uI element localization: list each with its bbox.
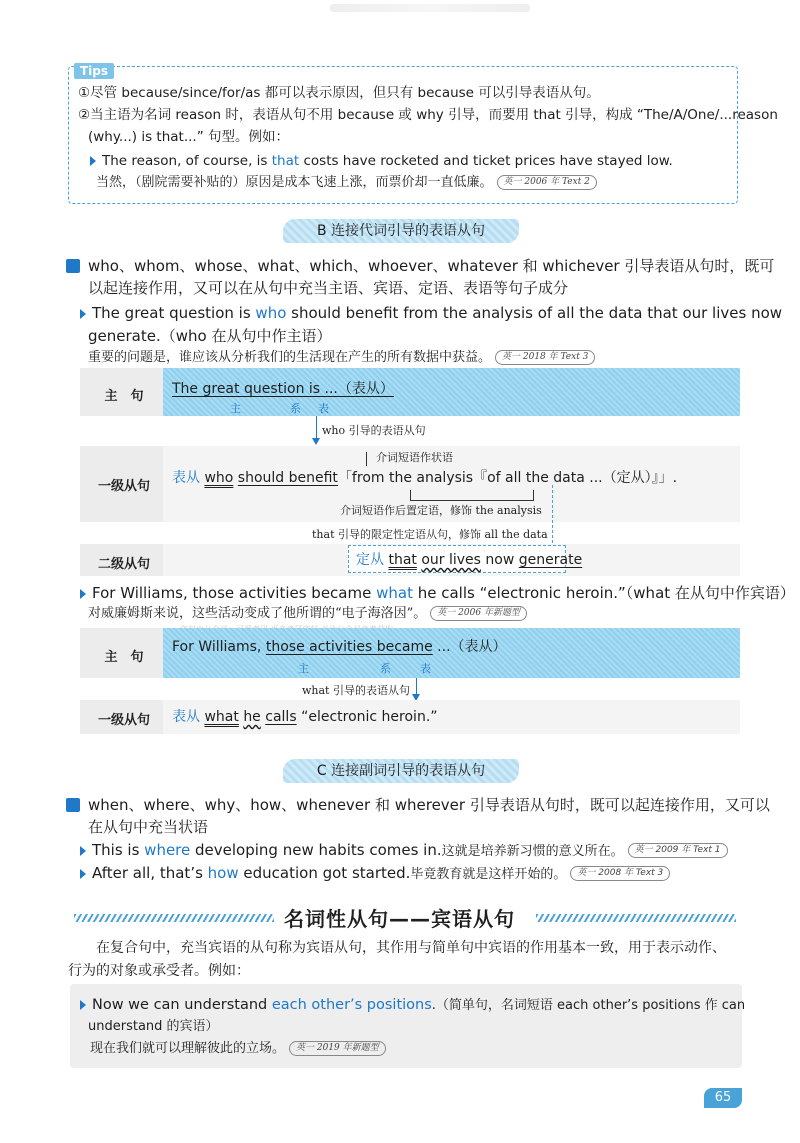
title-stripe-right <box>536 914 736 922</box>
diagram2-main-text: For Williams, those activities became ...（表从） <box>172 639 507 655</box>
diagram1-note-bot: that 引导的限定性定语从句，修饰 all the data <box>312 528 548 541</box>
example-b2-cn: 对威廉姆斯来说，这些活动变成了他所谓的“电子海洛因”。 英一 2006 年新题型 <box>88 605 527 623</box>
diagram2-arrow-note: what 引导的表语从句 <box>302 684 410 697</box>
source-tag: 英一 2009 年 Text 1 <box>628 843 728 858</box>
bullet-triangle-icon <box>80 309 86 319</box>
dashed-connector <box>552 485 553 543</box>
tips-line-3: (why...) is that...” 句型。例如： <box>88 129 290 145</box>
object-example: Now we can understand each other’s positions.（简单句，名词短语 each other’s positions 作 can <box>80 994 745 1017</box>
object-example-cont: understand 的宾语） <box>88 1019 219 1034</box>
tips-example: The reason, of course, is that costs have rocketed and ticket prices have stayed low. <box>90 152 673 170</box>
diagram1-l1-label: 一级从句 <box>97 479 150 494</box>
object-intro-line2: 行为的对象或承受者。例如： <box>68 963 250 979</box>
object-clause-title: 名词性从句——宾语从句 <box>284 907 515 931</box>
example-b2: For Williams, those activities became what he calls “electronic heroin.”（what 在从句中作宾语） <box>80 582 795 604</box>
diagram1-main-text: The great question is ...（表从） <box>172 381 394 397</box>
example-b1: The great question is who should benefit from the analysis of all the data that our lives now <box>80 302 782 324</box>
tips-line-2: ②当主语为名词 reason 时，表语从句不用 because 或 why 引导，而要用 that 引导，构成 “The/A/One/...reason <box>78 107 778 123</box>
diagram1-arrow-note: who 引导的表语从句 <box>322 424 426 437</box>
bullet-triangle-icon <box>90 156 96 166</box>
tag-linking: 系 <box>380 662 391 675</box>
object-intro-line1: 在复合句中，充当宾语的从句称为宾语从句，其作用与简单句中宾语的作用基本一致，用于表示动作、 <box>96 940 726 956</box>
source-tag: 英一 2006 年 Text 2 <box>497 175 597 190</box>
section-c-rule-line1: when、where、why、how、whenever 和 wherever 引导表语从句时，既可以起连接作用，又可以 <box>88 796 770 814</box>
diagram2-main-label: 主 句 <box>104 650 144 665</box>
source-tag: 英一 2006 年新题型 <box>430 606 527 621</box>
example-b1-cont: generate.（who 在从句中作主语） <box>88 327 332 345</box>
diagram1-note-top: 介词短语作状语 <box>376 451 453 464</box>
rule-square-icon <box>66 259 80 273</box>
section-b-rule-line2: 以起连接作用，又可以在从句中充当主语、宾语、定语、表语等句子成分 <box>88 279 569 297</box>
diagram2-l1-label: 一级从句 <box>97 713 150 728</box>
object-example-cn: 现在我们就可以理解彼此的立场。 英一 2019 年新题型 <box>90 1040 386 1058</box>
header-ghost <box>330 4 530 12</box>
diagram1-l2-text: 定从 that our lives now generate <box>356 552 583 568</box>
tag-subject: 主 <box>230 402 241 415</box>
example-c1: This is where developing new habits comes in.这就是培养新习惯的意义所在。 英一 2009 年 Text 1 <box>80 839 728 863</box>
note-connector <box>366 452 367 466</box>
example-b1-cn: 重要的问题是，谁应该从分析我们的生活现在产生的所有数据中获益。 英一 2018 年 Text 3 <box>88 349 595 367</box>
title-stripe-left <box>74 914 274 922</box>
bullet-triangle-icon <box>80 1000 86 1010</box>
diagram1-main-label: 主 句 <box>104 389 144 404</box>
diagram2-l1-text: 表从 what he calls “electronic heroin.” <box>172 709 438 725</box>
tag-predicative: 表 <box>420 662 431 675</box>
tag-predicative: 表 <box>318 402 329 415</box>
diagram1-l1-text: 表从 who should benefit「from the analysis『of all the data ...（定从）』」. <box>172 470 678 486</box>
section-c-rule-line2: 在从句中充当状语 <box>88 818 209 836</box>
tag-subject: 主 <box>298 662 309 675</box>
rule-square-icon <box>66 798 80 812</box>
tips-example-cn: 当然，（剧院需要补贴的）原因是成本飞速上涨，而票价却一直低廉。 英一 2006 年 Text 2 <box>96 174 597 192</box>
section-c-banner: C 连接副词引导的表语从句 <box>283 759 519 783</box>
bullet-triangle-icon <box>80 846 86 856</box>
source-tag: 英一 2008 年 Text 3 <box>570 866 670 881</box>
section-b-banner: B 连接代词引导的表语从句 <box>283 219 519 243</box>
page-number: 65 <box>704 1088 742 1108</box>
bullet-triangle-icon <box>80 869 86 879</box>
arrow-line <box>316 416 317 440</box>
bullet-triangle-icon <box>80 589 86 599</box>
source-tag: 英一 2018 年 Text 3 <box>495 350 595 365</box>
arrow-down-icon <box>312 438 320 445</box>
example-c2: After all, that’s how education got started.毕竟教育就是这样开始的。 英一 2008 年 Text 3 <box>80 862 670 886</box>
diagram1-note-mid: 介词短语作后置定语，修饰 the analysis <box>340 504 542 517</box>
diagram1-l2-label: 二级从句 <box>97 557 150 572</box>
tips-label: Tips <box>74 63 114 79</box>
tag-linking: 系 <box>290 402 301 415</box>
source-tag: 英一 2019 年新题型 <box>289 1041 386 1056</box>
tips-line-1: ①尽管 because/since/for/as 都可以表示原因，但只有 because 可以引导表语从句。 <box>78 85 600 101</box>
note-bracket <box>410 490 534 501</box>
section-b-rule-line1: who、whom、whose、what、which、whoever、whatever 和 whichever 引导表语从句时，既可 <box>88 257 775 275</box>
